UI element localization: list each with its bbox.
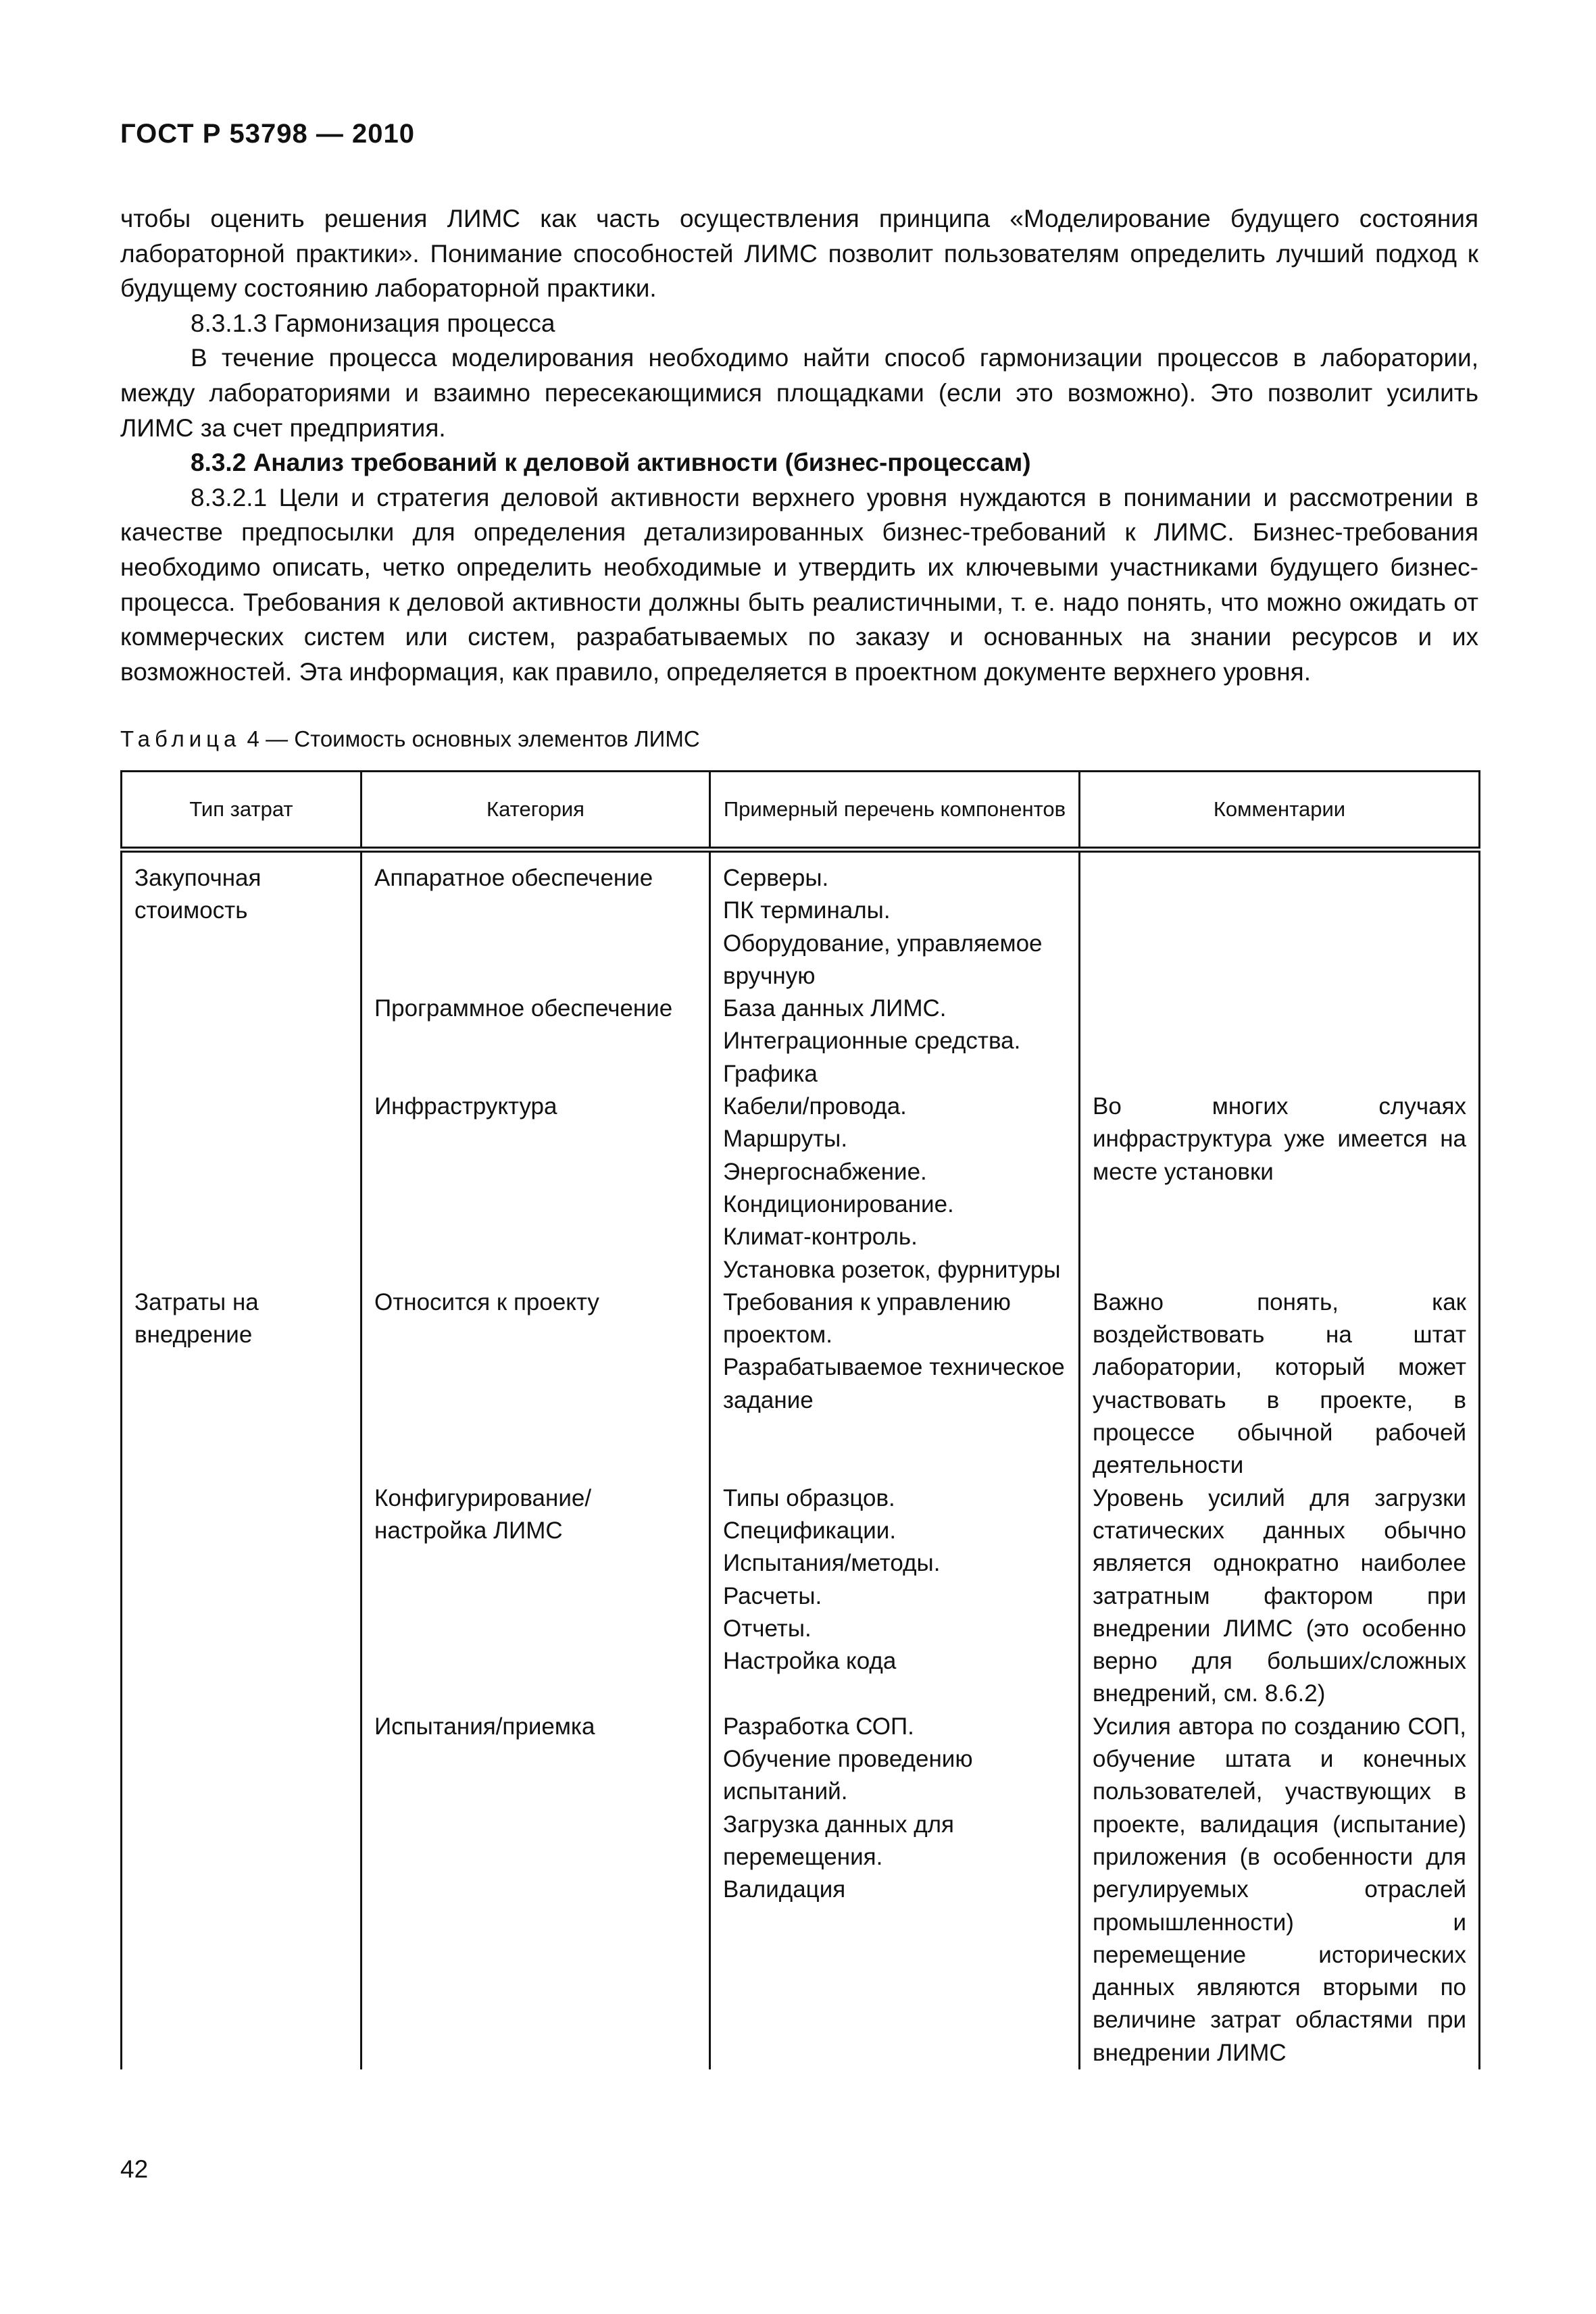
table-caption	[120, 726, 700, 752]
cell-components	[710, 1711, 1080, 2069]
component-item: Обучение проведению испытаний.	[723, 1746, 973, 1805]
cell-comment: Во многих случаях инфраструктура уже имеется на месте установки	[1080, 1090, 1480, 1286]
paragraph: В течение процесса моделирования необходимо найти способ гармонизации процессов в лаборатории, между лабораториями и взаимно пересекающимися площадками (если это возможно). Это позволит усилить ЛИМС за счет предприятия.	[120, 344, 1478, 442]
cell-category: Испытания/приемка	[361, 1711, 710, 2069]
cost-table	[120, 770, 1480, 2069]
component-item: Кабели/провода.	[723, 1093, 907, 1120]
paragraph: 8.3.2.1 Цели и стратегия деловой активности верхнего уровня нуждаются в понимании и рассмотрении в качестве предпосылки для определения детализированных бизнес-требований к ЛИМС. Бизнес-требования необходимо описать, четко определить необходимые и утвердить их ключевыми участниками будущего бизнес-процесса. Требования к деловой активности должны быть реалистичными, т. е. надо понять, что можно ожидать от коммерческих систем или систем, разрабатываемых по заказу и основанных на знании ресурсов и их возможностей. Эта информация, как правило, определяется в проектном документе верхнего уровня.	[120, 483, 1478, 686]
cell-cost-type	[122, 992, 361, 1090]
table-caption-label: Таблица	[120, 726, 241, 751]
component-item: Установка розеток, фурнитуры	[723, 1256, 1061, 1283]
cell-cost-type	[122, 1090, 361, 1286]
table-row	[122, 1090, 1480, 1286]
component-item: Испытания/методы.	[723, 1550, 941, 1577]
column-header-cost-type: Тип затрат	[122, 772, 361, 850]
table-body	[122, 850, 1480, 2069]
cell-category: Конфигурирование/ настройка ЛИМС	[361, 1482, 710, 1711]
component-item: Расчеты.	[723, 1582, 822, 1609]
table-caption-text: Стоимость основных элементов ЛИМС	[294, 726, 700, 751]
cell-category: Инфраструктура	[361, 1090, 710, 1286]
cell-cost-type: Затраты на внедрение	[122, 1286, 361, 1482]
document-header: ГОСТ Р 53798 — 2010	[120, 119, 415, 149]
cell-category: Программное обеспечение	[361, 992, 710, 1090]
column-header-components: Примерный перечень компонентов	[710, 772, 1080, 850]
component-item: Спецификации.	[723, 1517, 897, 1544]
paragraph: чтобы оценить решения ЛИМС как часть осуществления принципа «Моделирование будущего состояния лабораторной практики». Понимание способностей ЛИМС позволит пользователям определить лучший подход к будущему состоянию лабораторной практики.	[120, 205, 1478, 303]
component-item: Серверы.	[723, 865, 829, 891]
column-header-comments: Комментарии	[1080, 772, 1480, 850]
cell-components	[710, 1286, 1080, 1482]
cell-components	[710, 1090, 1080, 1286]
component-item: Энергоснабжение.	[723, 1158, 927, 1185]
cell-cost-type	[122, 1482, 361, 1711]
component-item: Кондиционирование.	[723, 1190, 954, 1217]
body-text	[120, 201, 1478, 689]
table-row	[122, 992, 1480, 1090]
component-item: Оборудование, управляемое вручную	[723, 930, 1043, 989]
component-item: ПК терминалы.	[723, 897, 891, 924]
component-item: База данных ЛИМС.	[723, 995, 947, 1022]
section-heading: 8.3.2 Анализ требований к деловой активности (бизнес-процессам)	[191, 449, 1031, 477]
cell-components	[710, 1482, 1080, 1711]
page-number: 42	[120, 2155, 149, 2183]
cell-comment: Важно понять, как воздействовать на штат лаборатории, который может участвовать в проекте, в процессе обычной рабочей деятельности	[1080, 1286, 1480, 1482]
table-row	[122, 1482, 1480, 1711]
component-item: Графика	[723, 1060, 818, 1087]
table-header-row	[122, 772, 1480, 850]
cell-comment: Уровень усилий для загрузки статических данных обычно является однократно наиболее затратным фактором при внедрении ЛИМС (это особенно верно для больших/сложных внедрений, см. 8.6.2)	[1080, 1482, 1480, 1711]
component-item: Климат-контроль.	[723, 1224, 918, 1251]
cell-comment	[1080, 850, 1480, 993]
cell-components	[710, 992, 1080, 1090]
table-row	[122, 1711, 1480, 2069]
component-item: Интеграционные средства.	[723, 1028, 1021, 1055]
component-item: Загрузка данных для перемещения.	[723, 1811, 954, 1870]
component-item: Маршруты.	[723, 1126, 848, 1153]
cell-cost-type	[122, 1711, 361, 2069]
cell-cost-type: Закупочная стоимость	[122, 850, 361, 993]
table-caption-number: 4 —	[241, 726, 295, 751]
cell-components	[710, 850, 1080, 993]
component-item: Требования к управлению проектом.	[723, 1288, 1011, 1349]
cell-category: Аппаратное обеспечение	[361, 850, 710, 993]
cell-comment: Усилия автора по созданию СОП, обучение штата и конечных пользователей, участвующих в проекте, валидация (испытание) приложения (в особенности для регулируемых отраслей промышленности) и перемещение исторических данных являются вторыми по величине затрат областями при внедрении ЛИМС	[1080, 1711, 1480, 2069]
cell-comment	[1080, 992, 1480, 1090]
component-item: Разработка СОП.	[723, 1713, 914, 1740]
component-item: Разрабатываемое техническое задание	[723, 1354, 1065, 1413]
subsection-heading: 8.3.1.3 Гармонизация процесса	[191, 309, 555, 337]
component-item: Валидация	[723, 1876, 846, 1903]
cell-category: Относится к проекту	[361, 1286, 710, 1482]
table-row	[122, 1286, 1480, 1482]
component-item: Типы образцов.	[723, 1484, 895, 1511]
component-item: Настройка кода	[723, 1648, 897, 1675]
column-header-category: Категория	[361, 772, 710, 850]
table-row	[122, 850, 1480, 993]
component-item: Отчеты.	[723, 1615, 812, 1642]
